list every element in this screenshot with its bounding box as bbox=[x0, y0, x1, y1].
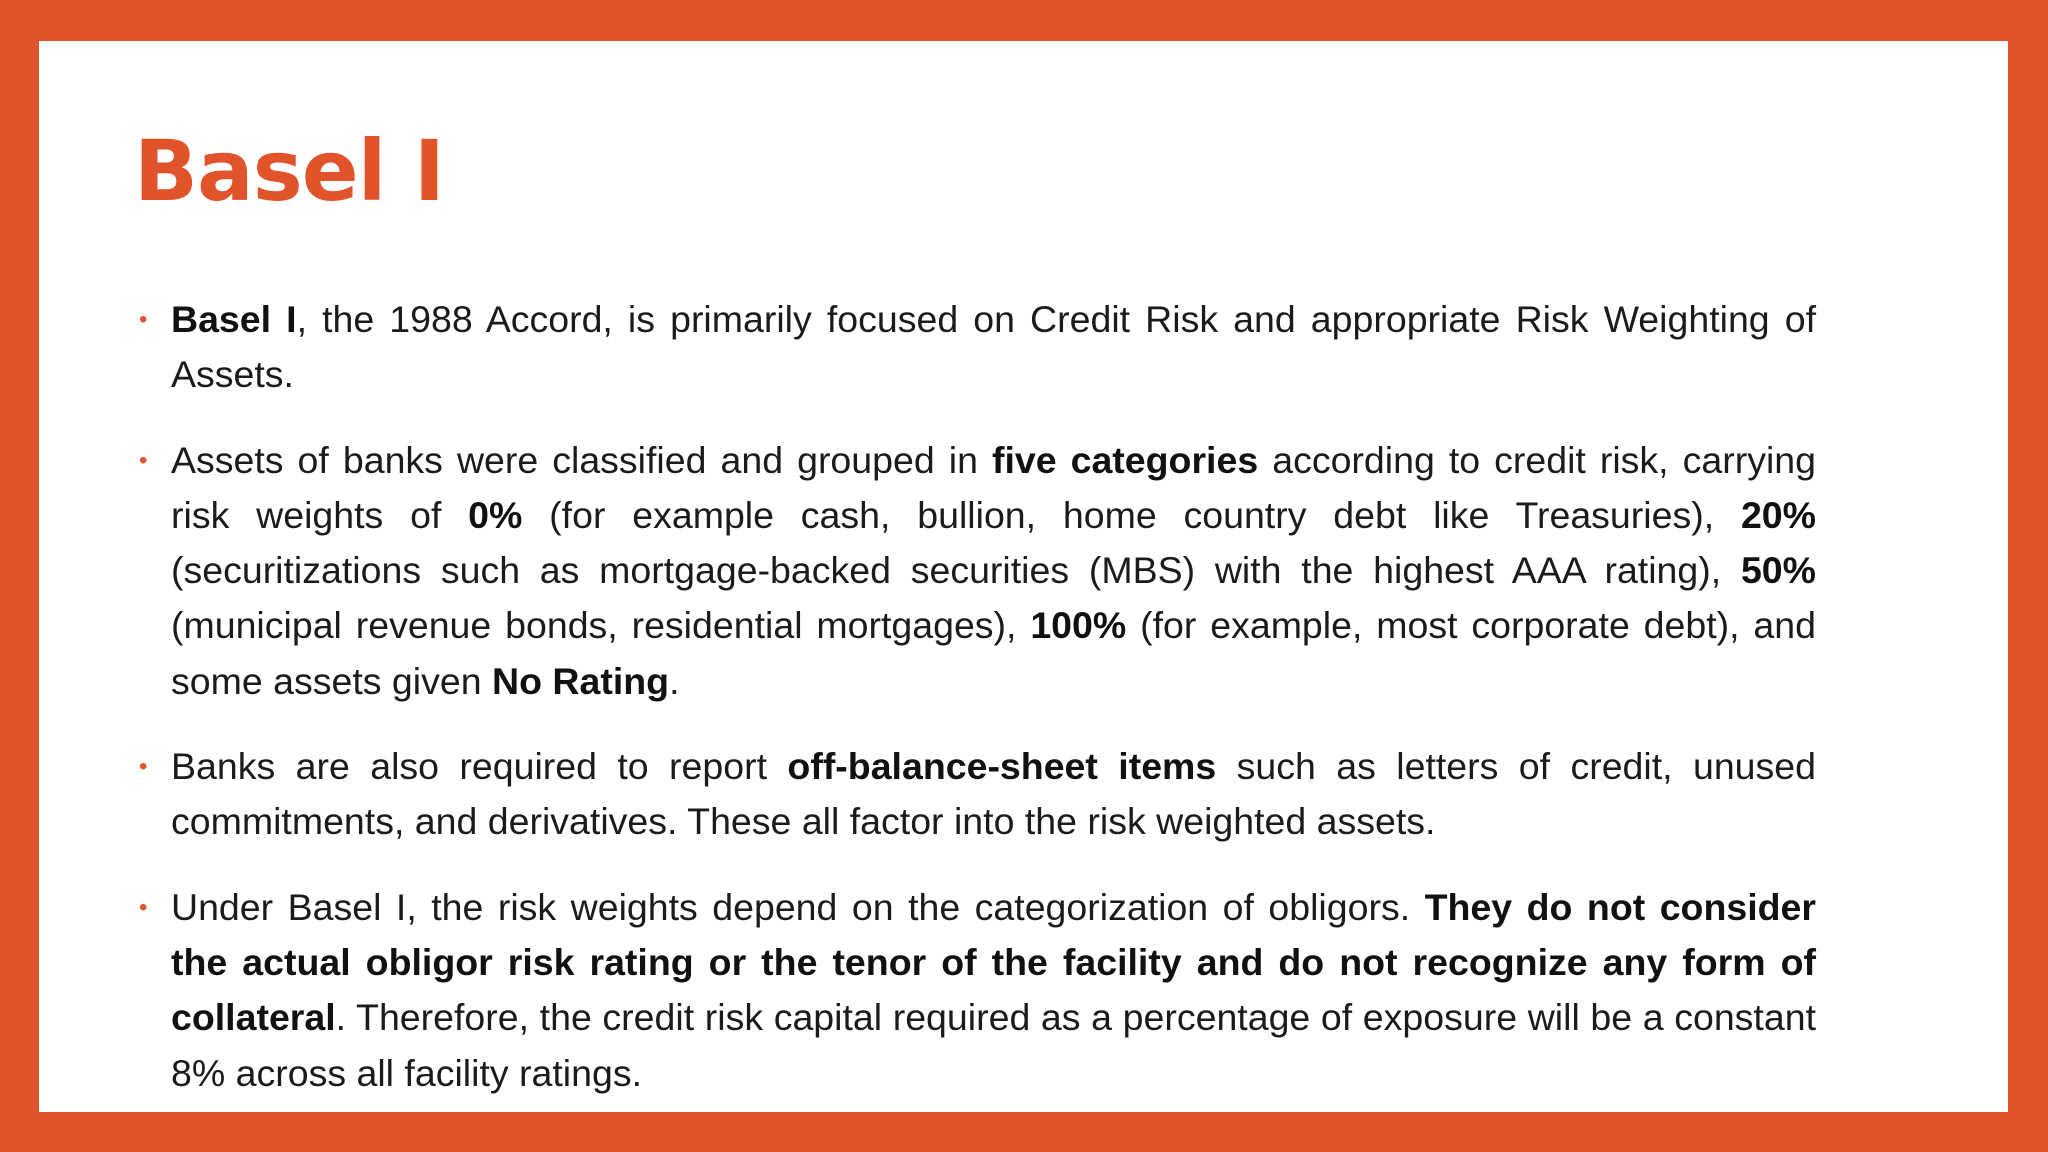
bullet-dot-icon: • bbox=[139, 893, 148, 921]
bullet-bold-text: 20% bbox=[1740, 493, 1816, 536]
bullet-text: such as letters of credit, unused commitments, and derivatives. These all factor into the risk weighted assets. bbox=[171, 745, 1816, 843]
bullet-bold-text: No Rating bbox=[491, 659, 670, 702]
bullet-bold-text: 100% bbox=[1030, 604, 1127, 647]
bullet-bold-text: 0% bbox=[468, 493, 523, 536]
bullet-bold-text: Basel I bbox=[171, 298, 297, 340]
bullet-bold-text: five categories bbox=[991, 438, 1259, 481]
bullet-text: , the 1988 Accord, is primarily focused on Credit Risk and appropriate Risk Weighting of Assets. bbox=[171, 298, 1817, 396]
bullet-bold-text: They do not consider the actual obligor risk rating or the tenor of the facility and do not recognize any form of collateral bbox=[171, 885, 1816, 1039]
bullet-text: Assets of banks were classified and grouped in bbox=[171, 438, 992, 481]
bullet-dot-icon: • bbox=[139, 753, 148, 781]
bullet-item bbox=[139, 739, 1816, 850]
bullet-item bbox=[139, 433, 1816, 709]
bullet-text: (for example cash, bullion, home country debt like Treasuries), bbox=[522, 493, 1741, 536]
bullet-item bbox=[139, 292, 1817, 403]
slide-title: Basel I bbox=[134, 122, 444, 220]
bullet-text: (securitizations such as mortgage-backed securities (MBS) with the highest AAA rating), bbox=[171, 549, 1741, 592]
bullet-text: . Therefore, the credit risk capital required as a percentage of exposure will be a constant 8% across all facility ratings. bbox=[171, 996, 1816, 1094]
bullet-text: according to credit risk, carrying risk weights of bbox=[171, 438, 1816, 536]
slide bbox=[39, 41, 2008, 1112]
bullet-text: Under Basel I, the risk weights depend on the categorization of obligors. bbox=[171, 885, 1425, 928]
bullet-text: . bbox=[669, 659, 680, 702]
bullet-text: Banks are also required to report bbox=[171, 745, 788, 788]
bullet-bold-text: 50% bbox=[1740, 549, 1816, 592]
bullet-list bbox=[139, 292, 1817, 1131]
bullet-text: (municipal revenue bonds, residential mortgages), bbox=[171, 604, 1031, 647]
bullet-dot-icon: • bbox=[139, 306, 148, 333]
bullet-text: (for example, most corporate debt), and some assets given bbox=[171, 604, 1816, 702]
bullet-bold-text: off-balance-sheet items bbox=[787, 745, 1217, 788]
bullet-item bbox=[139, 880, 1816, 1101]
bullet-dot-icon: • bbox=[139, 446, 148, 474]
